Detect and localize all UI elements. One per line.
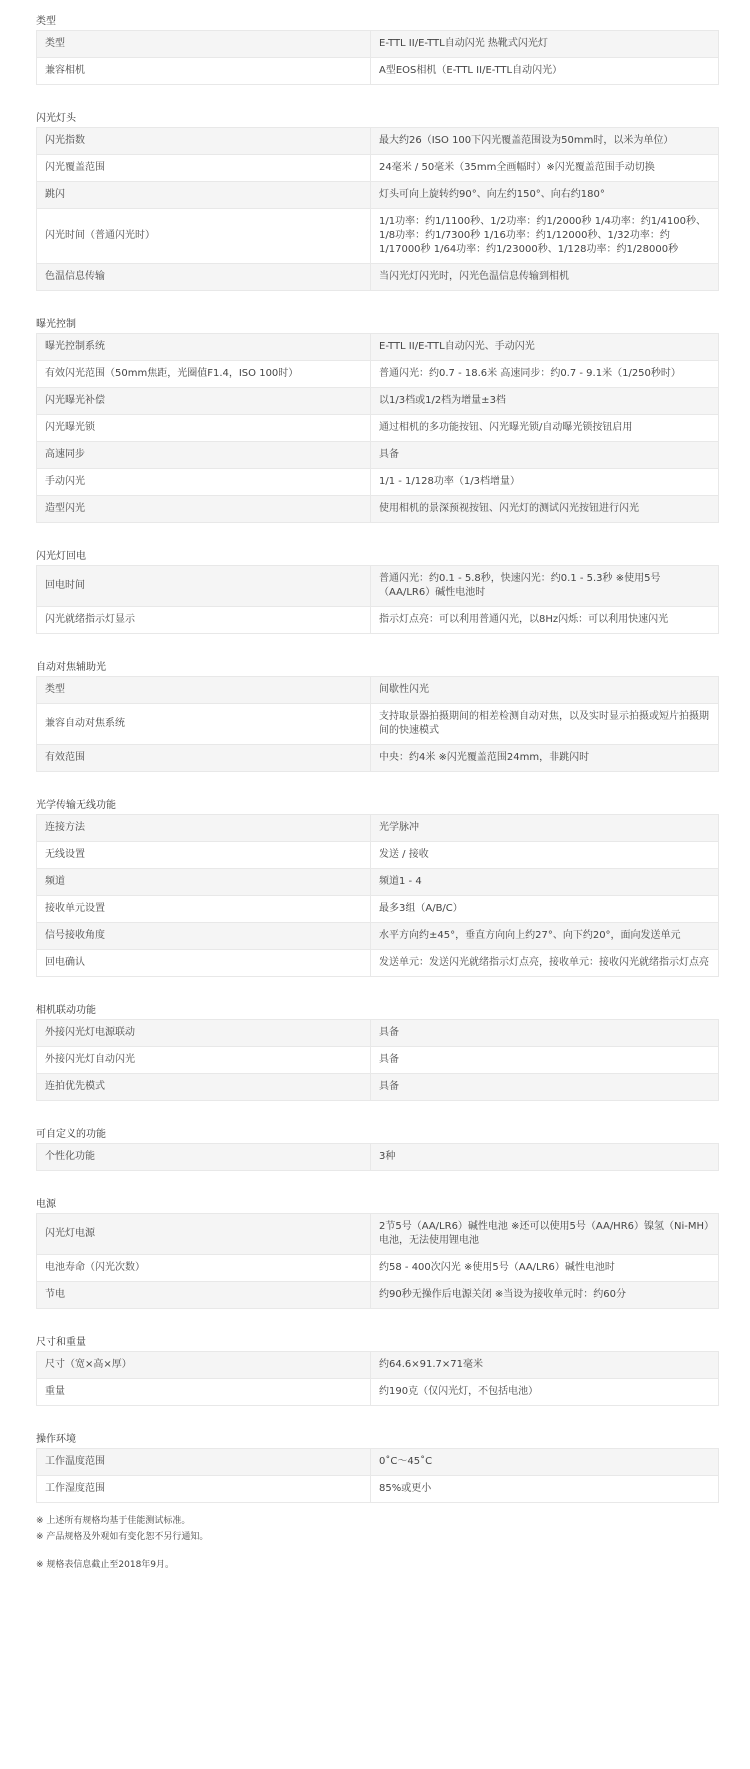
section-title: 类型 <box>36 16 56 27</box>
spec-section <box>36 1434 700 1503</box>
spec-label: 重量 <box>37 1379 371 1406</box>
spec-label: 闪光曝光锁 <box>37 415 371 442</box>
spec-value: E-TTL II/E-TTL自动闪光 热靴式闪光灯 <box>371 31 719 58</box>
spec-section <box>36 800 709 977</box>
table-row <box>37 361 719 388</box>
table-row <box>37 442 719 469</box>
section-title: 光学传输无线功能 <box>36 800 116 811</box>
table-row <box>37 264 719 291</box>
spec-label: 电池寿命（闪光次数） <box>37 1255 371 1282</box>
table-row <box>37 209 719 264</box>
spec-table <box>36 676 719 772</box>
table-row <box>37 677 719 704</box>
spec-label: 闪光就绪指示灯显示 <box>37 607 371 634</box>
spec-table <box>36 1019 719 1101</box>
spec-table <box>36 30 719 85</box>
spec-value: 24毫米 / 50毫米（35mm全画幅时）※闪光覆盖范围手动切换 <box>371 155 719 182</box>
spec-value: 约64.6×91.7×71毫米 <box>371 1352 719 1379</box>
spec-table <box>36 814 719 977</box>
spec-section <box>36 16 700 85</box>
footnote: ※ 规格表信息截止至2018年9月。 <box>36 1560 175 1570</box>
spec-value: 使用相机的景深预视按钮、闪光灯的测试闪光按钮进行闪光 <box>371 496 719 523</box>
spec-value: 中央：约4米 ※闪光覆盖范围24mm，非跳闪时 <box>371 745 719 772</box>
spec-value: 支持取景器拍摄期间的相差检测自动对焦，以及实时显示拍摄或短片拍摄期间的快速模式 <box>371 704 719 745</box>
spec-sections <box>0 16 750 1503</box>
spec-value: 85%或更小 <box>371 1476 719 1503</box>
spec-table <box>36 1143 719 1171</box>
table-row <box>37 334 719 361</box>
spec-page <box>0 16 750 1769</box>
spec-value: 频道1 - 4 <box>371 869 719 896</box>
table-row <box>37 415 719 442</box>
spec-label: 闪光时间（普通闪光时） <box>37 209 371 264</box>
section-title: 相机联动功能 <box>36 1005 96 1016</box>
spec-value: 当闪光灯闪光时，闪光色温信息传输到相机 <box>371 264 719 291</box>
spec-section <box>36 319 700 523</box>
spec-value: 发送 / 接收 <box>371 842 719 869</box>
section-title: 尺寸和重量 <box>36 1337 86 1348</box>
table-row <box>37 923 719 950</box>
spec-label: 手动闪光 <box>37 469 371 496</box>
spec-value: 3种 <box>371 1144 719 1171</box>
spec-label: 信号接收角度 <box>37 923 371 950</box>
spec-label: 造型闪光 <box>37 496 371 523</box>
spec-label: 闪光指数 <box>37 128 371 155</box>
section-title: 操作环境 <box>36 1434 76 1445</box>
spec-value: 光学脉冲 <box>371 815 719 842</box>
table-row <box>37 842 719 869</box>
spec-label: 接收单元设置 <box>37 896 371 923</box>
spec-value: 发送单元：发送闪光就绪指示灯点亮，接收单元：接收闪光就绪指示灯点亮 <box>371 950 719 977</box>
spec-label: 有效闪光范围（50mm焦距，光圈值F1.4，ISO 100时） <box>37 361 371 388</box>
spec-value: 指示灯点亮：可以利用普通闪光，以8Hz闪烁：可以利用快速闪光 <box>371 607 719 634</box>
spec-value: E-TTL II/E-TTL自动闪光、手动闪光 <box>371 334 719 361</box>
spec-value: 灯头可向上旋转约90°、向左约150°、向右约180° <box>371 182 719 209</box>
spec-section <box>36 1199 710 1309</box>
section-title: 曝光控制 <box>36 319 76 330</box>
spec-label: 曝光控制系统 <box>37 334 371 361</box>
table-row <box>37 1476 719 1503</box>
section-title: 自动对焦辅助光 <box>36 662 106 673</box>
spec-label: 有效范围 <box>37 745 371 772</box>
spec-label: 频道 <box>37 869 371 896</box>
spec-section <box>36 662 709 772</box>
spec-value: 最大约26（ISO 100下闪光覆盖范围设为50mm时，以米为单位） <box>371 128 719 155</box>
table-row <box>37 896 719 923</box>
table-row <box>37 704 719 745</box>
table-row <box>37 469 719 496</box>
spec-label: 外接闪光灯自动闪光 <box>37 1047 371 1074</box>
spec-section <box>36 1129 700 1171</box>
table-row <box>37 1379 719 1406</box>
table-row <box>37 607 719 634</box>
spec-label: 闪光曝光补偿 <box>37 388 371 415</box>
spec-value: 水平方向约±45°，垂直方向向上约27°、向下约20°，面向发送单元 <box>371 923 719 950</box>
spec-value: 普通闪光：约0.1 - 5.8秒，快速闪光：约0.1 - 5.3秒 ※使用5号（AA/LR6）碱性电池时 <box>371 566 719 607</box>
table-row <box>37 1047 719 1074</box>
table-row <box>37 745 719 772</box>
section-title: 闪光灯回电 <box>36 551 86 562</box>
table-row <box>37 58 719 85</box>
spec-label: 外接闪光灯电源联动 <box>37 1020 371 1047</box>
spec-value: A型EOS相机（E-TTL II/E-TTL自动闪光） <box>371 58 719 85</box>
spec-label: 兼容自动对焦系统 <box>37 704 371 745</box>
table-row <box>37 496 719 523</box>
spec-label: 工作湿度范围 <box>37 1476 371 1503</box>
spec-table <box>36 1448 719 1503</box>
table-row <box>37 1074 719 1101</box>
table-row <box>37 128 719 155</box>
footnote: ※ 上述所有规格均基于佳能测试标准。 <box>36 1516 191 1526</box>
spec-value: 以1/3档或1/2档为增量±3档 <box>371 388 719 415</box>
section-title: 闪光灯头 <box>36 113 76 124</box>
spec-value: 约190克（仅闪光灯，不包括电池） <box>371 1379 719 1406</box>
table-row <box>37 950 719 977</box>
table-row <box>37 182 719 209</box>
spec-label: 高速同步 <box>37 442 371 469</box>
spec-label: 色温信息传输 <box>37 264 371 291</box>
table-row <box>37 388 719 415</box>
spec-label: 个性化功能 <box>37 1144 371 1171</box>
table-row <box>37 155 719 182</box>
spec-value: 通过相机的多功能按钮、闪光曝光锁/自动曝光锁按钮启用 <box>371 415 719 442</box>
spec-table <box>36 1213 719 1309</box>
spec-label: 兼容相机 <box>37 58 371 85</box>
spec-table <box>36 1351 719 1406</box>
spec-section <box>36 113 707 291</box>
footnote: ※ 产品规格及外观如有变化恕不另行通知。 <box>36 1532 209 1542</box>
table-row <box>37 1214 719 1255</box>
spec-value: 具备 <box>371 1074 719 1101</box>
spec-label: 回电时间 <box>37 566 371 607</box>
spec-table <box>36 333 719 523</box>
spec-value: 2节5号（AA/LR6）碱性电池 ※还可以使用5号（AA/HR6）镍氢（Ni-MH）电池，无法使用锂电池 <box>371 1214 719 1255</box>
spec-value: 约58 - 400次闪光 ※使用5号（AA/LR6）碱性电池时 <box>371 1255 719 1282</box>
spec-value: 1/1功率：约1/1100秒、1/2功率：约1/2000秒 1/4功率：约1/4100秒、1/8功率：约1/7300秒 1/16功率：约1/12000秒、1/32功率：约1/17000秒 1/64功率：约1/23000秒、1/128功率：约1/28000秒 <box>371 209 719 264</box>
spec-label: 连接方法 <box>37 815 371 842</box>
table-row <box>37 31 719 58</box>
table-row <box>37 1282 719 1309</box>
footnotes <box>36 1513 700 1573</box>
spec-value: 具备 <box>371 1020 719 1047</box>
spec-section <box>36 1005 700 1101</box>
spec-label: 尺寸（宽×高×厚） <box>37 1352 371 1379</box>
table-row <box>37 869 719 896</box>
spec-value: 约90秒无操作后电源关闭 ※当设为接收单元时：约60分 <box>371 1282 719 1309</box>
spec-section <box>36 551 700 634</box>
spec-label: 跳闪 <box>37 182 371 209</box>
spec-value: 间歇性闪光 <box>371 677 719 704</box>
section-title: 电源 <box>36 1199 56 1210</box>
table-row <box>37 1144 719 1171</box>
spec-label: 节电 <box>37 1282 371 1309</box>
table-row <box>37 815 719 842</box>
spec-label: 类型 <box>37 31 371 58</box>
spec-label: 闪光覆盖范围 <box>37 155 371 182</box>
section-title: 可自定义的功能 <box>36 1129 106 1140</box>
spec-value: 具备 <box>371 442 719 469</box>
footnote-gap <box>36 1545 700 1557</box>
spec-label: 闪光灯电源 <box>37 1214 371 1255</box>
spec-label: 无线设置 <box>37 842 371 869</box>
spec-value: 1/1 - 1/128功率（1/3档增量） <box>371 469 719 496</box>
spec-label: 连拍优先模式 <box>37 1074 371 1101</box>
spec-table <box>36 565 719 634</box>
spec-section <box>36 1337 700 1406</box>
spec-value: 最多3组（A/B/C） <box>371 896 719 923</box>
spec-value: 普通闪光：约0.7 - 18.6米 高速同步：约0.7 - 9.1米（1/250秒时） <box>371 361 719 388</box>
table-row <box>37 1352 719 1379</box>
spec-label: 回电确认 <box>37 950 371 977</box>
spec-label: 类型 <box>37 677 371 704</box>
spec-value: 0˚C～45˚C <box>371 1449 719 1476</box>
table-row <box>37 566 719 607</box>
table-row <box>37 1020 719 1047</box>
spec-value: 具备 <box>371 1047 719 1074</box>
table-row <box>37 1255 719 1282</box>
spec-table <box>36 127 719 291</box>
table-row <box>37 1449 719 1476</box>
spec-label: 工作温度范围 <box>37 1449 371 1476</box>
